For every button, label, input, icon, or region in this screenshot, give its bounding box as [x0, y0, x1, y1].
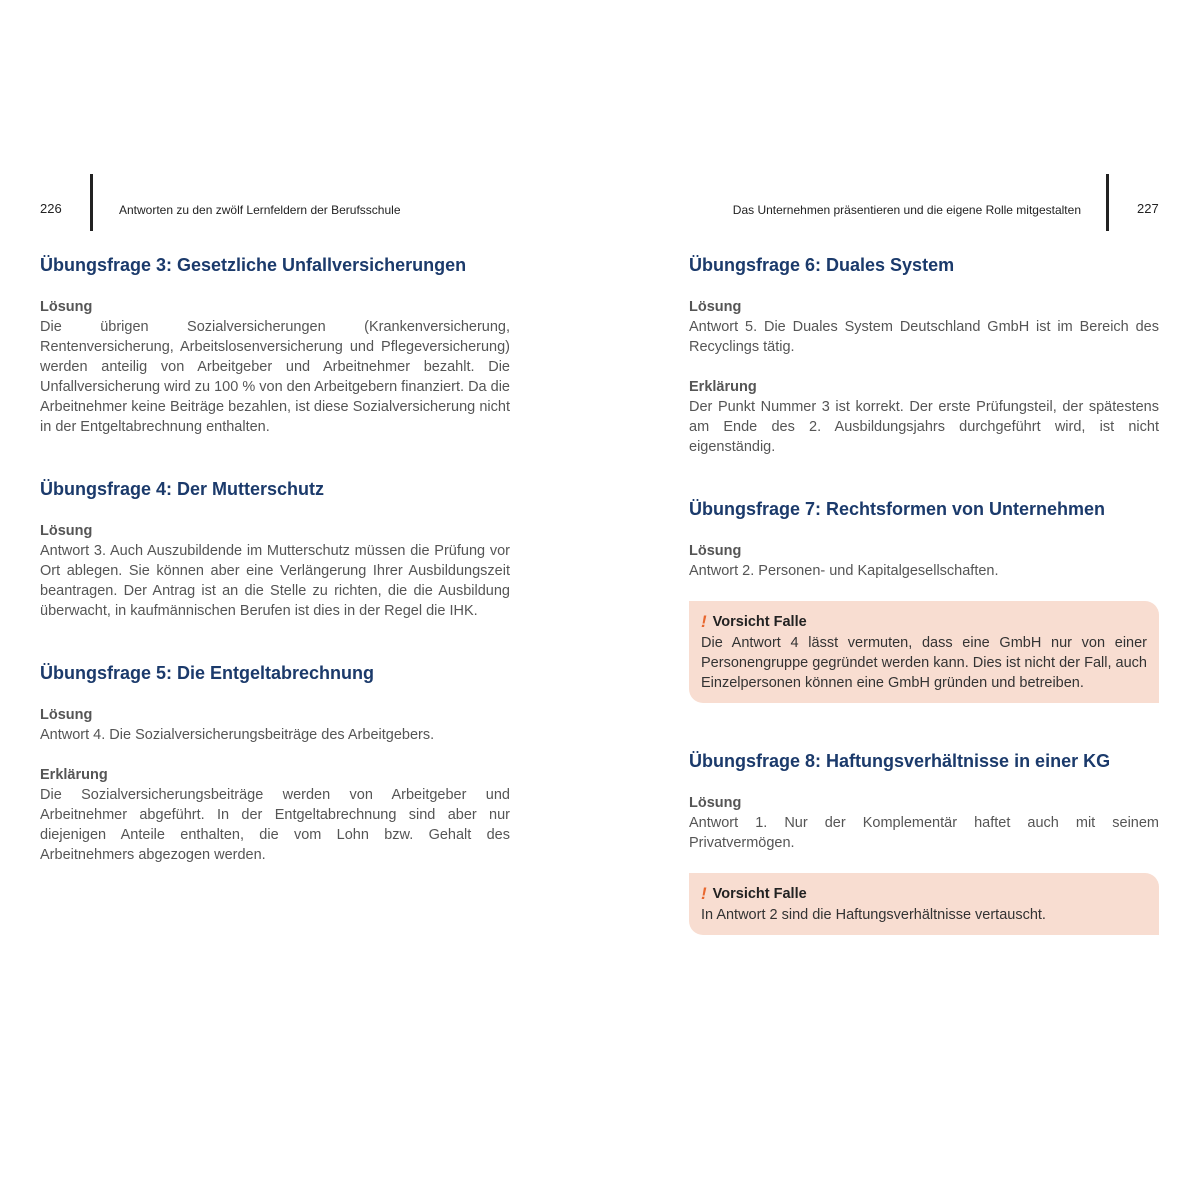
warning-title: Vorsicht Falle [712, 886, 807, 902]
header-divider [1106, 174, 1109, 231]
warning-text: In Antwort 2 sind die Haftungsverhältnisse vertauscht. [701, 907, 1046, 923]
solution-label: Lösung [689, 543, 742, 559]
exclamation-icon: ! [701, 884, 707, 903]
page-number: 227 [1137, 201, 1159, 216]
solution-text: Antwort 2. Personen- und Kapitalgesellschaften. [689, 563, 999, 579]
section-title: Übungsfrage 8: Haftungsverhältnisse in einer KG [689, 751, 1111, 771]
solution-text: Antwort 3. Auch Auszubildende im Mutterschutz müssen die Prüfung vor Ort ablegen. Sie können aber eine Verlängerung Ihrer Ausbildungszeit beantragen. Der Antrag ist an die Stelle zu richten, die die Ausbildung überwacht, in kaufmännischen Berufen ist dies in der Regel die IHK. [40, 543, 510, 619]
explanation-label: Erklärung [40, 767, 108, 783]
question-section [40, 477, 510, 621]
running-head: Antworten zu den zwölf Lernfeldern der Berufsschule [119, 203, 401, 217]
header-divider [90, 174, 93, 231]
solution-label: Lösung [40, 299, 93, 315]
question-section [689, 497, 1159, 703]
explanation-text: Der Punkt Nummer 3 ist korrekt. Der erste Prüfungsteil, der spätestens am Ende des 2. Ausbildungsjahrs durchgeführt wird, ist nicht eigenständig. [689, 399, 1159, 455]
warning-text: Die Antwort 4 lässt vermuten, dass eine GmbH nur von einer Personengruppe gegründet werden kann. Dies ist nicht der Fall, auch Einzelpersonen können eine GmbH gründen und betreiben. [701, 635, 1147, 691]
exclamation-icon: ! [701, 612, 707, 631]
explanation-text: Die Sozialversicherungsbeiträge werden von Arbeitgeber und Arbeitnehmer abgeführt. In der Entgeltabrechnung sind aber nur diejenigen Anteile enthalten, die vom Lohn bzw. Gehalt des Arbeitnehmers abgezogen werden. [40, 787, 510, 863]
solution-label: Lösung [689, 299, 742, 315]
section-title: Übungsfrage 3: Gesetzliche Unfallversicherungen [40, 255, 467, 275]
solution-text: Antwort 4. Die Sozialversicherungsbeiträge des Arbeitgebers. [40, 727, 435, 743]
right-content [689, 253, 1159, 935]
solution-text: Die übrigen Sozialversicherungen (Krankenversicherung, Rentenversicherung, Arbeitslosenversicherung und Pflegeversicherung) werden anteilig von Arbeitgeber und Arbeitnehmer bezahlt. Die Unfallversicherung wird zu 100 % von den Arbeitgebern finanziert. Da die Arbeitnehmer keine Beiträge bezahlen, ist diese Sozialversicherung nicht in der Entgeltabrechnung enthalten. [40, 319, 510, 435]
question-section [689, 253, 1159, 457]
page-number: 226 [40, 201, 62, 216]
right-page [600, 0, 1200, 1200]
solution-label: Lösung [40, 523, 93, 539]
warning-title: Vorsicht Falle [712, 614, 807, 630]
question-section [40, 253, 510, 437]
section-title: Übungsfrage 5: Die Entgeltabrechnung [40, 663, 375, 683]
question-section [689, 749, 1159, 935]
section-title: Übungsfrage 7: Rechtsformen von Unternehmen [689, 499, 1106, 519]
explanation-label: Erklärung [689, 379, 757, 395]
warning-box [689, 873, 1159, 935]
left-content [40, 253, 510, 865]
running-head: Das Unternehmen präsentieren und die eigene Rolle mitgestalten [732, 203, 1081, 217]
solution-text: Antwort 5. Die Duales System Deutschland GmbH ist im Bereich des Recyclings tätig. [689, 319, 1159, 355]
solution-label: Lösung [689, 795, 742, 811]
section-title: Übungsfrage 4: Der Mutterschutz [40, 479, 325, 499]
solution-text: Antwort 1. Nur der Komplementär haftet auch mit seinem Privatvermögen. [689, 815, 1159, 851]
section-title: Übungsfrage 6: Duales System [689, 255, 955, 275]
warning-box [689, 601, 1159, 703]
solution-label: Lösung [40, 707, 93, 723]
question-section [40, 661, 510, 865]
